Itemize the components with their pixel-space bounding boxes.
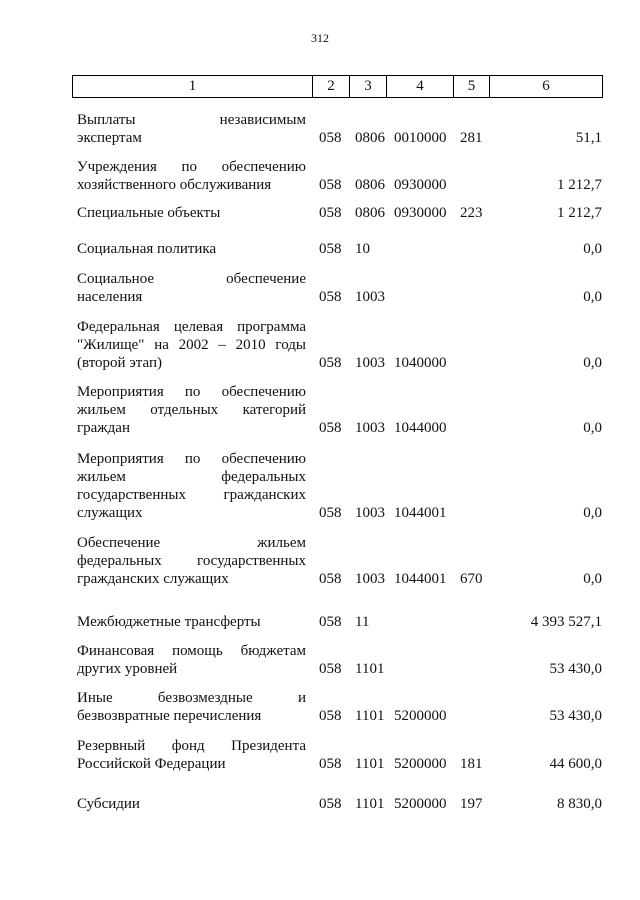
table-header <box>72 75 603 98</box>
row-name-line: населения <box>77 289 143 305</box>
row-col-3: 1101 <box>355 661 385 677</box>
row-col-2: 058 <box>319 756 342 772</box>
row-col-2: 058 <box>319 205 342 221</box>
row-name-line: Выплаты независимым <box>77 112 306 128</box>
row-col-2: 058 <box>319 289 342 305</box>
row-name-line: других уровней <box>77 661 178 677</box>
row-name <box>77 795 306 813</box>
row-col-6: 1 212,7 <box>557 205 602 221</box>
row-col-4: 1044001 <box>394 505 447 521</box>
header-col-4: 4 <box>387 76 454 98</box>
row-col-2: 058 <box>319 355 342 371</box>
row-col-5: 670 <box>460 571 483 587</box>
header-col-5: 5 <box>454 76 490 98</box>
row-name <box>77 204 306 222</box>
row-col-6: 53 430,0 <box>549 708 602 724</box>
row-col-4: 1044000 <box>394 420 447 436</box>
row-name-line: служащих <box>77 505 143 521</box>
row-col-5: 281 <box>460 130 483 146</box>
row-col-3: 1101 <box>355 756 385 772</box>
row-name <box>77 689 306 725</box>
row-name <box>77 642 306 678</box>
row-col-3: 1003 <box>355 420 385 436</box>
row-col-6: 0,0 <box>583 571 602 587</box>
row-col-4: 1044001 <box>394 571 447 587</box>
row-col-2: 058 <box>319 661 342 677</box>
row-name-line: граждан <box>77 420 130 436</box>
header-col-6: 6 <box>490 76 603 98</box>
row-name-line: жильем отдельных категорий <box>77 402 306 418</box>
row-name-line: Социальная политика <box>77 241 217 257</box>
row-col-3: 11 <box>355 614 370 630</box>
row-name-line: Федеральная целевая программа <box>77 319 306 335</box>
row-col-5: 223 <box>460 205 483 221</box>
row-name-line: Резервный фонд Президента <box>77 738 306 754</box>
row-col-4: 0010000 <box>394 130 447 146</box>
row-name-line: Специальные объекты <box>77 205 221 221</box>
row-name <box>77 318 306 372</box>
header-col-2: 2 <box>313 76 350 98</box>
row-col-6: 1 212,7 <box>557 177 602 193</box>
row-col-4: 5200000 <box>394 756 447 772</box>
row-name-line: "Жилище" на 2002 – 2010 годы <box>77 337 306 353</box>
row-name <box>77 383 306 437</box>
row-name <box>77 737 306 773</box>
row-col-6: 4 393 527,1 <box>530 614 602 630</box>
row-name-line: жильем федеральных <box>77 469 306 485</box>
header-col-1: 1 <box>73 76 313 98</box>
row-col-6: 0,0 <box>583 505 602 521</box>
row-col-2: 058 <box>319 505 342 521</box>
row-name-line: федеральных государственных <box>77 553 306 569</box>
header-col-3: 3 <box>350 76 387 98</box>
row-col-5: 181 <box>460 756 483 772</box>
row-name <box>77 270 306 306</box>
row-col-2: 058 <box>319 708 342 724</box>
row-name-line: Субсидии <box>77 796 140 812</box>
row-col-2: 058 <box>319 571 342 587</box>
row-col-3: 1101 <box>355 708 385 724</box>
row-col-2: 058 <box>319 241 342 257</box>
row-name <box>77 613 306 631</box>
row-col-6: 51,1 <box>575 130 602 146</box>
row-name-line: Финансовая помощь бюджетам <box>77 643 306 659</box>
row-col-2: 058 <box>319 796 342 812</box>
row-name-line: хозяйственного обслуживания <box>77 177 272 193</box>
row-col-2: 058 <box>319 614 342 630</box>
row-col-2: 058 <box>319 177 342 193</box>
row-name <box>77 111 306 147</box>
row-col-3: 10 <box>355 241 370 257</box>
row-col-4: 1040000 <box>394 355 447 371</box>
row-col-3: 0806 <box>355 205 385 221</box>
row-col-6: 0,0 <box>583 241 602 257</box>
row-name-line: Социальное обеспечение <box>77 271 306 287</box>
row-name-line: безвозвратные перечисления <box>77 708 262 724</box>
row-col-4: 0930000 <box>394 177 447 193</box>
row-col-3: 1101 <box>355 796 385 812</box>
row-name-line: Мероприятия по обеспечению <box>77 384 306 400</box>
row-name-line: Учреждения по обеспечению <box>77 159 306 175</box>
row-col-3: 1003 <box>355 571 385 587</box>
page-number: 312 <box>311 31 329 45</box>
row-col-3: 0806 <box>355 130 385 146</box>
row-col-3: 1003 <box>355 289 385 305</box>
row-col-4: 5200000 <box>394 708 447 724</box>
row-name <box>77 450 306 522</box>
row-col-3: 0806 <box>355 177 385 193</box>
row-col-2: 058 <box>319 130 342 146</box>
row-name-line: Обеспечение жильем <box>77 535 306 551</box>
row-col-6: 44 600,0 <box>549 756 602 772</box>
row-col-3: 1003 <box>355 355 385 371</box>
row-name-line: Российской Федерации <box>77 756 226 772</box>
row-col-6: 0,0 <box>583 355 602 371</box>
row-name-line: Иные безвозмездные и <box>77 690 306 706</box>
row-name-line: Межбюджетные трансферты <box>77 614 261 630</box>
row-name-line: экспертам <box>77 130 142 146</box>
row-name <box>77 158 306 194</box>
row-col-6: 8 830,0 <box>557 796 602 812</box>
row-col-5: 197 <box>460 796 483 812</box>
row-col-4: 0930000 <box>394 205 447 221</box>
row-col-3: 1003 <box>355 505 385 521</box>
row-col-2: 058 <box>319 420 342 436</box>
row-name-line: (второй этап) <box>77 355 162 371</box>
row-col-6: 0,0 <box>583 420 602 436</box>
row-name-line: гражданских служащих <box>77 571 229 587</box>
row-col-4: 5200000 <box>394 796 447 812</box>
row-name <box>77 534 306 588</box>
row-col-6: 53 430,0 <box>549 661 602 677</box>
row-name-line: государственных гражданских <box>77 487 306 503</box>
row-name-line: Мероприятия по обеспечению <box>77 451 306 467</box>
row-name <box>77 240 306 258</box>
row-col-6: 0,0 <box>583 289 602 305</box>
